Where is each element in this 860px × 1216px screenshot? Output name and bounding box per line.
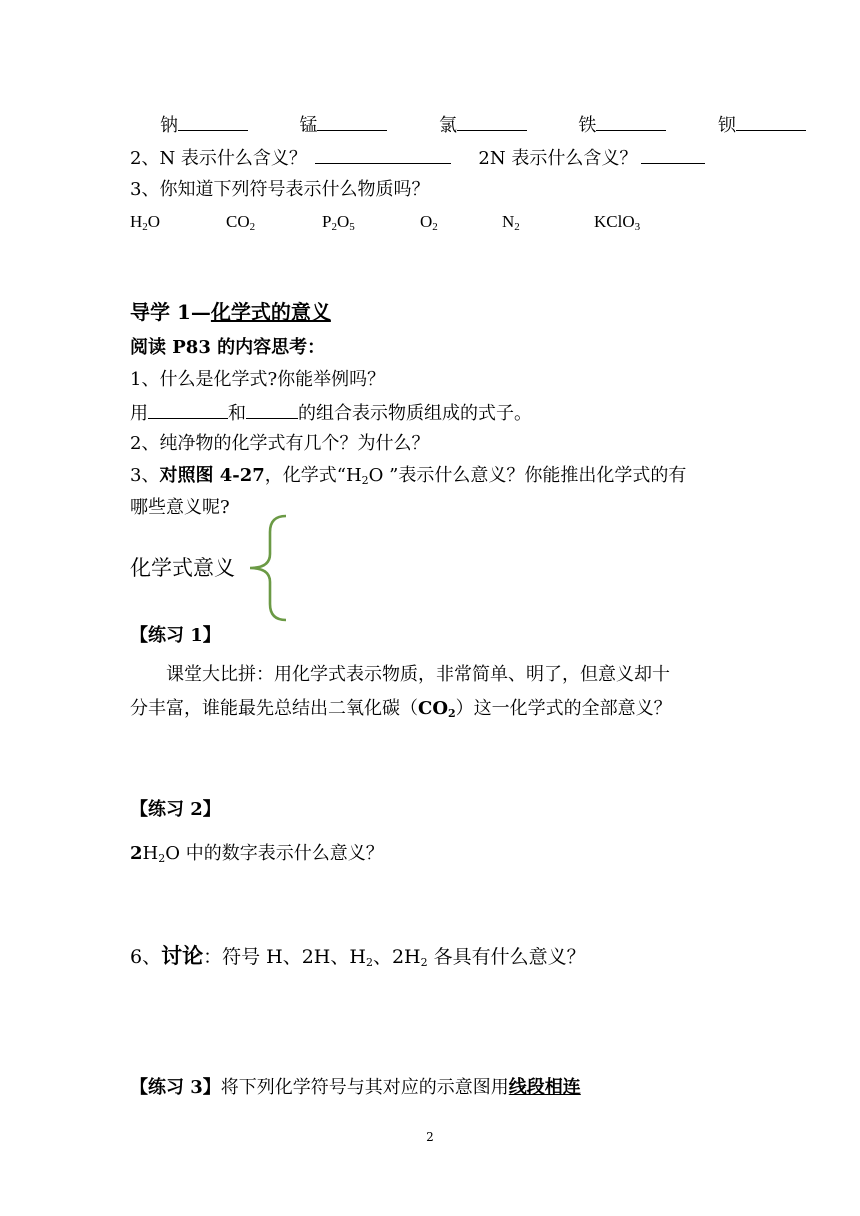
fill-in-line: 用 和 的组合表示物质组成的式子。 (130, 400, 532, 426)
answer-blank (457, 112, 527, 131)
reading-prompt: 阅读 P83 的内容思考： (130, 337, 326, 358)
answer-blank (641, 145, 705, 164)
element-blanks-line (160, 112, 806, 138)
element-name: 铁 (578, 115, 597, 136)
formula-row (0, 210, 860, 234)
answer-blank (178, 112, 248, 131)
question-1: 1、什么是化学式?你能举例吗？ (130, 369, 386, 390)
section-heading: 导学 1—化学式的意义 (130, 300, 331, 324)
element-name: 钠 (160, 115, 178, 136)
answer-blank (315, 145, 451, 164)
formula: $O_2$ (420, 212, 438, 233)
element-name: 锰 (299, 115, 318, 136)
section-title: 化学式的意义 (210, 300, 331, 324)
question-symbols: 3、你知道下列符号表示什么物质吗？ (130, 179, 430, 200)
question-3: 3、对照图 4-27，化学式“$H_2O$ ”表示什么意义？你能推出化学式的有 (130, 465, 687, 487)
question-text: 2、N 表示什么含义？ (130, 148, 307, 169)
formula: $N_2$ (502, 212, 520, 233)
answer-blank (596, 112, 666, 131)
question-n-meaning (130, 145, 705, 171)
answer-blank (736, 112, 806, 131)
exercise-1-title: 【练习 1】 (130, 625, 221, 646)
page-number: 2 (426, 1130, 434, 1144)
question-3-cont: 哪些意义呢? (130, 497, 230, 518)
discussion-question: 6、讨论：符号 H、2H、$H_2$、$2H_2$ 各具有什么意义？ (130, 943, 586, 969)
answer-blank (148, 400, 228, 419)
formula: KClO$_3$ (594, 212, 641, 233)
curly-brace-icon (242, 512, 302, 624)
question-2: 2、纯净物的化学式有几个？为什么？ (130, 433, 430, 454)
formula: $H_2O$ (130, 212, 161, 233)
formula: $CO_2$ (226, 212, 256, 233)
formula: $P_2O_5$ (322, 212, 355, 233)
answer-blank (317, 112, 387, 131)
exercise-3: 【练习 3】将下列化学符号与其对应的示意图用线段相连 (130, 1077, 581, 1098)
exercise-2-title: 【练习 2】 (130, 799, 221, 820)
meaning-label: 化学式意义 (130, 556, 235, 580)
answer-blank (246, 400, 298, 419)
element-name: 钡 (717, 115, 736, 136)
exercise-2-text: $2H_2O$ 中的数字表示什么意义？ (130, 843, 384, 865)
element-name: 氯 (438, 115, 457, 136)
question-text: 2N 表示什么含义？ (478, 148, 638, 169)
exercise-1-text: 课堂大比拼：用化学式表示物质，非常简单、明了，但意义却十 (166, 664, 670, 685)
exercise-1-text-cont: 分丰富，谁能最先总结出二氧化碳$(CO_2)$这一化学式的全部意义？ (130, 698, 672, 720)
